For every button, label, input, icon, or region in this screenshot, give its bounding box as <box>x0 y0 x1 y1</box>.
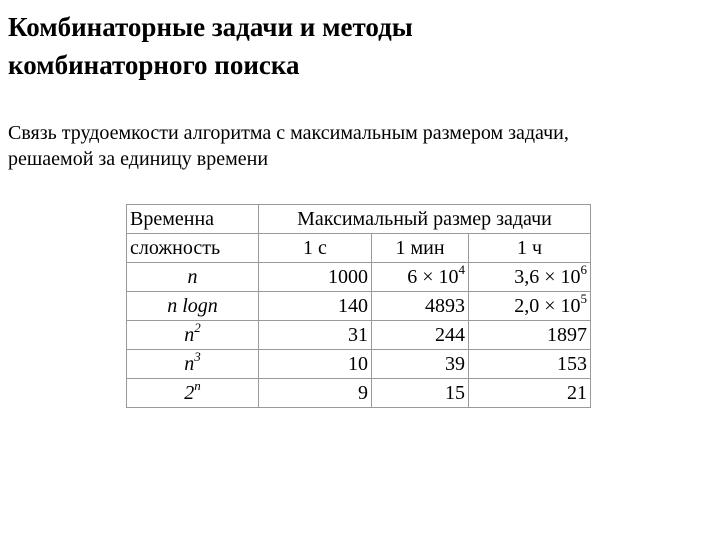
slide-subtitle <box>8 120 708 172</box>
complexity-function: $n^2$ <box>127 321 259 350</box>
size-per-hour: 21 <box>469 379 591 408</box>
size-per-minute: $6 \times 10^4$ <box>372 263 469 292</box>
size-per-second: 31 <box>259 321 372 350</box>
complexity-function: n logn <box>127 292 259 321</box>
size-per-minute: 15 <box>372 379 469 408</box>
table-row <box>127 263 591 292</box>
header-complexity-line-1: Временна <box>127 205 259 234</box>
size-per-hour: 1897 <box>469 321 591 350</box>
size-per-hour: 153 <box>469 350 591 379</box>
complexity-table <box>126 204 591 408</box>
slide-subtitle-line-2: решаемой за единицу времени <box>8 148 269 170</box>
slide-title <box>8 8 708 84</box>
table-row <box>127 379 591 408</box>
complexity-function: 2$^n$ <box>127 379 259 408</box>
size-per-second: 1000 <box>259 263 372 292</box>
size-per-minute: 244 <box>372 321 469 350</box>
complexity-function: $n^3$ <box>127 350 259 379</box>
header-time-unit-3: 1 ч <box>469 234 591 263</box>
size-per-hour: $3,6 \times 10^6$ <box>469 263 591 292</box>
size-per-second: 10 <box>259 350 372 379</box>
table-row <box>127 350 591 379</box>
size-per-minute: 4893 <box>372 292 469 321</box>
table-row <box>127 292 591 321</box>
table-row <box>127 321 591 350</box>
complexity-function: n <box>127 263 259 292</box>
header-max-problem-size: Максимальный размер задачи <box>259 205 591 234</box>
slide-subtitle-line-1: Связь трудоемкости алгоритма с максимальным размером задачи, <box>8 122 569 144</box>
size-per-minute: 39 <box>372 350 469 379</box>
table-subheader-row <box>127 234 591 263</box>
size-per-second: 140 <box>259 292 372 321</box>
slide-title-line-2: комбинаторного поиска <box>8 50 300 80</box>
size-per-second: 9 <box>259 379 372 408</box>
size-per-hour: $2,0 \times 10^5$ <box>469 292 591 321</box>
header-time-unit-2: 1 мин <box>372 234 469 263</box>
header-time-unit-1: 1 с <box>259 234 372 263</box>
table-header-row <box>127 205 591 234</box>
slide-title-line-1: Комбинаторные задачи и методы <box>8 12 413 42</box>
header-complexity-line-2: сложность <box>127 234 259 263</box>
